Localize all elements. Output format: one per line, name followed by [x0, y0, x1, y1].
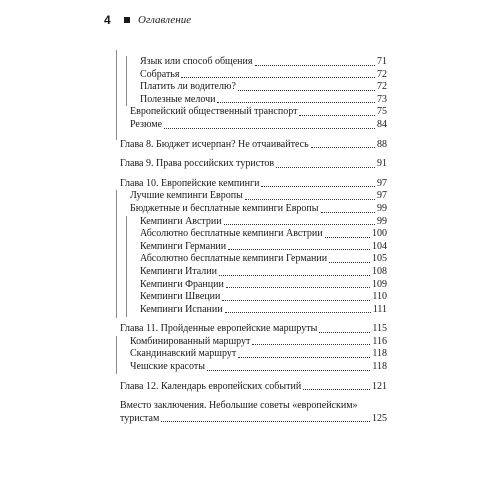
toc-entry[interactable]: Чешские красоты 118: [130, 361, 387, 373]
toc-entry[interactable]: Лучшие кемпинги Европы 97: [130, 190, 387, 202]
toc-entry[interactable]: Скандинавский маршрут 118: [130, 348, 387, 360]
toc-chapter-8[interactable]: Глава 8. Бюджет исчерпан? Не отчаивайтесь 88: [120, 138, 387, 150]
conclusion-line-1: Вместо заключения. Небольшие советы «европейским»: [120, 400, 358, 412]
toc-entry[interactable]: Европейский общественный транспорт 75: [130, 106, 387, 118]
toc-entry[interactable]: Кемпинги Франции 109: [140, 278, 387, 290]
toc-entry[interactable]: Кемпинги Швеции 110: [140, 291, 387, 303]
table-of-contents: [120, 56, 387, 425]
conclusion-page: 125: [372, 412, 387, 424]
toc-chapter-10[interactable]: Глава 10. Европейские кемпинги 97: [120, 177, 387, 189]
toc-subgroup: [120, 336, 387, 374]
toc-entry[interactable]: Абсолютно бесплатные кемпинги Германии 105: [140, 253, 387, 265]
toc-subgroup: [120, 56, 387, 106]
toc-chapter-11[interactable]: Глава 11. Пройденные европейские маршруты 115: [120, 323, 387, 335]
toc-entry[interactable]: Кемпинги Испании 111: [140, 303, 387, 315]
toc-block-chapter10: [120, 178, 387, 317]
toc-entry[interactable]: Язык или способ общения 71: [140, 56, 387, 67]
running-head: [104, 12, 191, 28]
toc-conclusion[interactable]: [120, 400, 387, 425]
toc-chapter-9[interactable]: Глава 9. Права российских туристов 91: [120, 158, 387, 170]
toc-entry[interactable]: Комбинированный маршрут 116: [130, 335, 387, 347]
square-bullet-icon: [124, 17, 130, 23]
conclusion-line-2: туристам: [120, 412, 160, 424]
toc-block-chapter11: [120, 323, 387, 373]
block-rule: [116, 336, 117, 374]
toc-entry[interactable]: Бюджетные и бесплатные кемпинги Европы 99: [130, 202, 387, 214]
toc-entry[interactable]: Абсолютно бесплатные кемпинги Австрии 100: [140, 228, 387, 240]
toc-subgroup: [120, 216, 387, 317]
block-rule: [116, 190, 117, 318]
toc-entry[interactable]: Резюме 84: [130, 118, 387, 130]
block-rule: [116, 50, 117, 140]
toc-entry[interactable]: Кемпинги Италии 108: [140, 265, 387, 277]
toc-entry[interactable]: Кемпинги Германии 104: [140, 240, 387, 252]
toc-subgroup: [120, 190, 387, 316]
toc-block-chapter7-tail: [120, 56, 387, 132]
toc-entry[interactable]: Платить ли водителю? 72: [140, 81, 387, 93]
toc-entry[interactable]: Полезные мелочи 73: [140, 93, 387, 105]
toc-chapter-12[interactable]: Глава 12. Календарь европейских событий 121: [120, 380, 387, 392]
toc-entry[interactable]: Собратья 72: [140, 68, 387, 80]
toc-entry[interactable]: Кемпинги Австрии 99: [140, 215, 387, 227]
page-number: 4: [104, 13, 111, 27]
running-title: Оглавление: [138, 14, 192, 26]
